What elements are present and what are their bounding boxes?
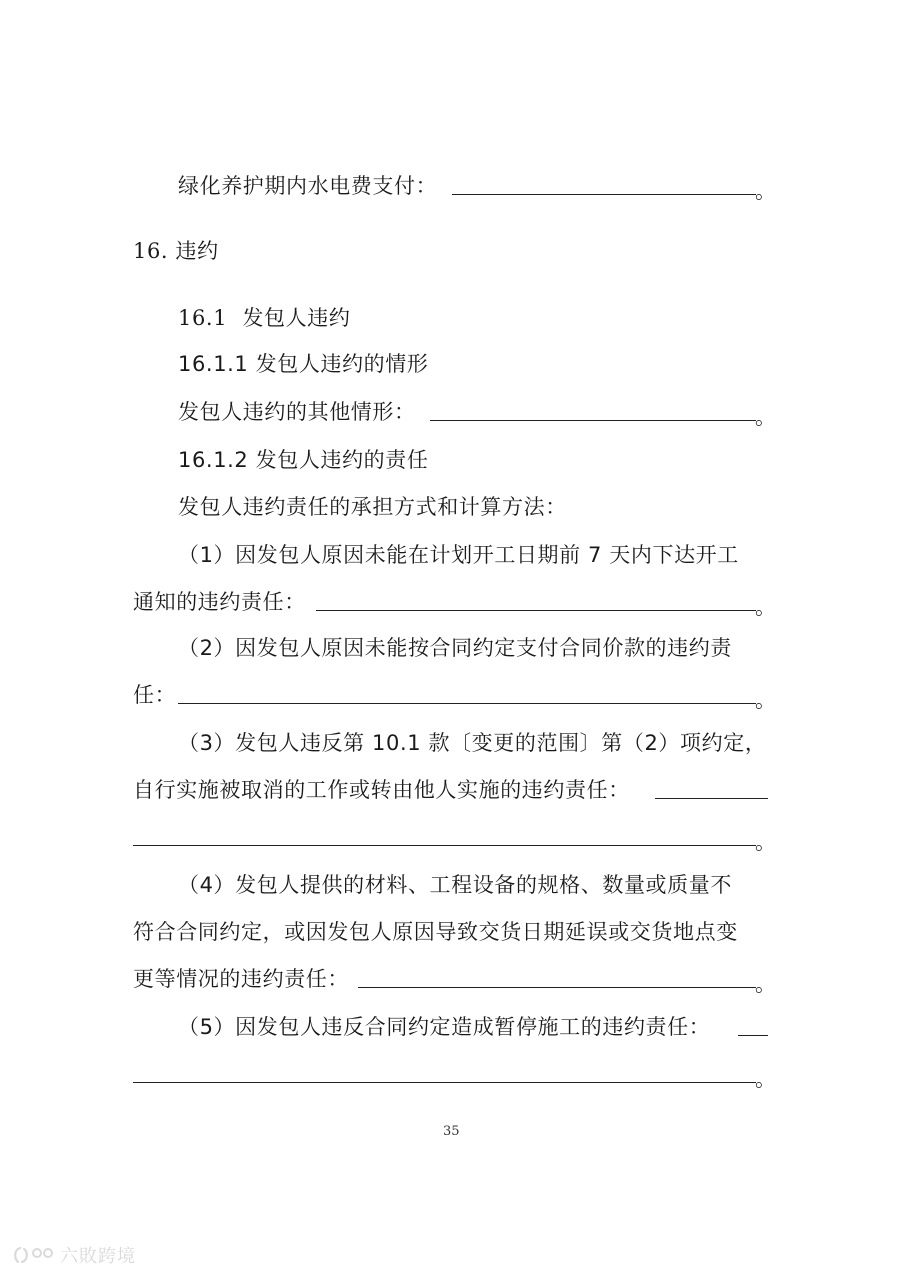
clause-heading-16-1-1: 16.1.1 发包人违约的情形 (178, 352, 429, 376)
fill-in-blank[interactable] (430, 398, 756, 421)
water-electricity-payment-label: 绿化养护期内水电费支付： (178, 174, 438, 198)
section-heading-16 (133, 236, 219, 266)
fill-in-blank[interactable] (133, 823, 756, 846)
item-4-line-1: （4）发包人提供的材料、工程设备的规格、数量或质量不 (178, 873, 732, 897)
item-5-line-1 (178, 1012, 710, 1042)
fill-in-blank[interactable] (452, 172, 756, 195)
water-electricity-payment-line (178, 171, 437, 201)
period: 。 (755, 972, 776, 996)
item-5-label: （5）因发包人违反合同约定造成暂停施工的违约责任： (178, 1015, 711, 1039)
other-breach-label: 发包人违约的其他情形： (178, 400, 416, 424)
watermark (12, 1242, 136, 1268)
item-2-label: 任： (133, 683, 177, 707)
fill-in-blank[interactable] (178, 681, 756, 704)
period: 。 (755, 595, 776, 619)
item-4-label: 更等情况的违约责任： (133, 967, 349, 991)
item-2-line-1: （2）因发包人原因未能按合同约定支付合同价款的违约责 (178, 636, 732, 660)
item-3-label: 自行实施被取消的工作或转由他人实施的违约责任： (133, 778, 630, 802)
period: 。 (755, 1067, 776, 1091)
period: 。 (755, 830, 776, 854)
page-number: 35 (443, 1124, 460, 1139)
subsection-title: 发包人违约 (242, 306, 351, 330)
fill-in-blank[interactable] (133, 1060, 756, 1083)
period: 。 (755, 179, 776, 203)
item-4-line-2: 符合合同约定，或因发包人原因导致交货日期延误或交货地点变 (133, 920, 738, 944)
item-1-line-2 (133, 587, 306, 617)
item-1-label: 通知的违约责任： (133, 590, 306, 614)
item-2-line-2 (133, 680, 176, 710)
watermark-logo-icon (12, 1244, 56, 1266)
section-heading-16-text: 16. 违约 (133, 239, 219, 263)
item-1-line-1: （1）因发包人原因未能在计划开工日期前 7 天内下达开工 (178, 543, 739, 567)
clause-heading-16-1-2: 16.1.2 发包人违约的责任 (178, 448, 429, 472)
other-breach-line (178, 397, 416, 427)
watermark-text: 六敗跨境 (60, 1246, 136, 1267)
period: 。 (755, 688, 776, 712)
fill-in-blank[interactable] (655, 776, 768, 799)
item-3-line-2 (133, 775, 630, 805)
fill-in-blank[interactable] (738, 1013, 768, 1036)
subsection-heading-16-1 (178, 303, 350, 333)
item-3-line-1: （3）发包人违反第 10.1 款〔变更的范围〕第（2）项约定， (178, 731, 767, 755)
period: 。 (755, 405, 776, 429)
subsection-number: 16.1 (178, 306, 228, 330)
fill-in-blank[interactable] (316, 588, 756, 611)
item-4-line-3 (133, 964, 349, 994)
fill-in-blank[interactable] (358, 965, 756, 988)
liability-method-line: 发包人违约责任的承担方式和计算方法： (178, 495, 567, 519)
